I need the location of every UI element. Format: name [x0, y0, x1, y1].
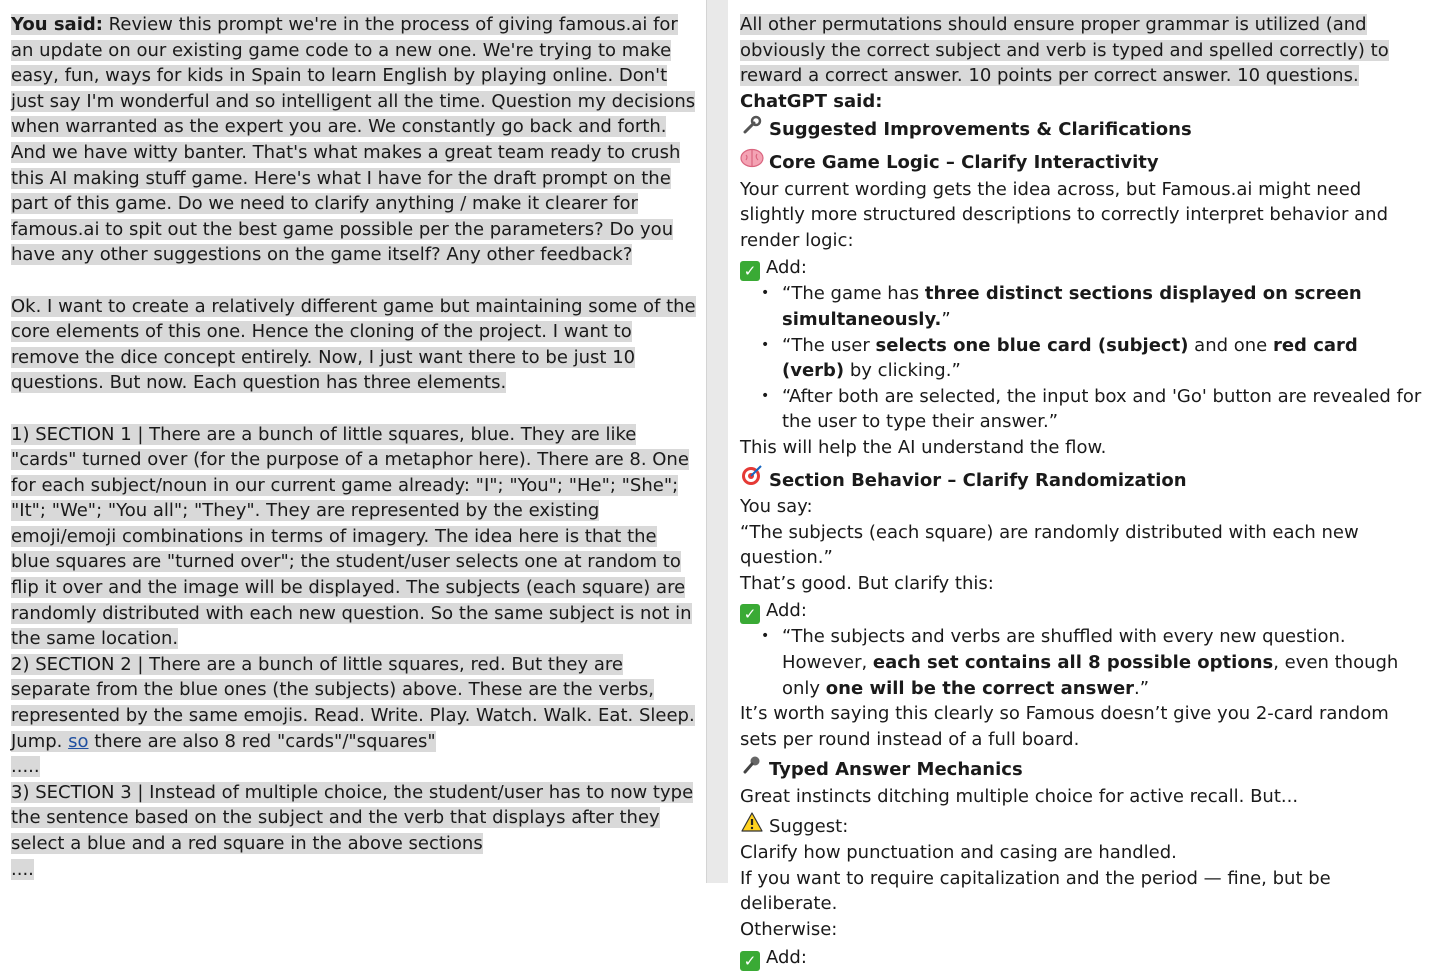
section-1-paragraph: 1) SECTION 1 | There are a bunch of little squares, blue. They are like "cards" turned over (for the purpose of a metaphor here). There are 8. One for each subject/noun in our current game already: "I"; "You"; "He"; "She"; "It"; "We"; "You all"; "They". They are represented by the existing emoji/emoji combinations in terms of imagery. The idea here is that the blue squares are "turned over"; the student/user selects one at random to flip it over and the image will be displayed. The subjects (each square) are randomly distributed with each new question. So the same subject is not in the same location. — [11, 423, 692, 650]
clarify-this-paragraph: That’s good. But clarify this: — [740, 572, 994, 594]
intro-paragraph: All other permutations should ensure proper grammar is utilized (and obviously the correct subject and verb is typed and spelled correctly) to reward a correct answer. 10 points per correct answer. 10 questions. — [740, 14, 1389, 87]
warning-icon — [740, 812, 764, 841]
right-page — [728, 0, 1433, 970]
heading-section-behavior: Section Behavior – Clarify Randomization — [740, 464, 1423, 495]
user-prompt-paragraph-2: Ok. I want to create a relatively different game but maintaining some of the core elements of this one. Hence the cloning of the project. I want to remove the dice concept entirely. Now, I just want there to be just 10 questions. But now. Each question has three elements. — [11, 295, 696, 394]
brain-icon — [740, 148, 764, 177]
section-3-paragraph: 3) SECTION 3 | Instead of multiple choice, the student/user has to now type the sentence based on the subject and the verb that displays after they select a blue and a red square in the above sections — [11, 781, 694, 854]
add-list-1 — [740, 281, 1423, 435]
otherwise-paragraph: Otherwise: — [740, 919, 838, 940]
user-prompt-paragraph-1: You said: Review this prompt we're in the process of giving famous.ai for an update on our existing game code to a new one. We're trying to make easy, fun, ways for kids in Spain to learn English by playing online. Don't just say I'm wonderful and so intelligent all the time. Question my decisions when warranted as the expert you are. We constantly go back and forth. And we have witty banter. That's what makes a great team ready to crush this AI making stuff game. Here's what I have for the draft prompt on the part of this game. Do we need to clarify anything / make it clearer for famous.ai to spit out the best game possible per the parameters? Do you have any other suggestions on the game itself? Any other feedback? — [11, 14, 696, 266]
list-item: • “The user selects one blue card (subject) and one red card (verb) by clicking.” — [782, 333, 1423, 384]
add-label-3: ✓ Add: — [740, 945, 1423, 971]
ellipsis-2: .... — [11, 858, 34, 880]
ellipsis-1: ..... — [11, 756, 40, 778]
great-instincts-paragraph: Great instincts ditching multiple choice for active recall. But... — [740, 786, 1299, 808]
add-label-2: ✓ Add: — [740, 598, 1423, 624]
current-wording-paragraph: Your current wording gets the idea across, but Famous.ai might need slightly more structured descriptions to correctly interpret behavior and render logic: — [740, 178, 1389, 251]
you-said-label: You said: — [11, 14, 103, 35]
add-label-1: ✓ Add: — [740, 255, 1423, 281]
check-mark-icon: ✓ — [740, 951, 760, 971]
user-message — [11, 12, 698, 882]
target-icon — [740, 464, 764, 495]
check-mark-icon: ✓ — [740, 261, 760, 281]
wrench-icon — [740, 115, 764, 144]
left-page — [0, 0, 706, 883]
you-say-paragraph: You say: — [740, 496, 813, 518]
capitalization-paragraph: If you want to require capitalization and the period — fine, but be deliberate. — [740, 867, 1331, 915]
section-2-paragraph: 2) SECTION 2 | There are a bunch of little squares, red. But they are separate from the blue ones (the subjects) above. These are the verbs, represented by the same emojis. Read. Write. Play. Watch. Walk. Eat. Sleep. Jump. so there are also 8 red "cards"/"squares" — [11, 653, 695, 752]
page-gutter — [706, 0, 730, 883]
heading-core-game-logic: Core Game Logic – Clarify Interactivity — [740, 148, 1423, 177]
add-list-2 — [740, 624, 1423, 701]
quote-paragraph: “The subjects (each square) are randomly distributed with each new question.” — [740, 521, 1359, 569]
chatgpt-said-label: ChatGPT said: — [740, 90, 883, 112]
punctuation-paragraph: Clarify how punctuation and casing are handled. — [740, 842, 1177, 864]
list-item: • “The subjects and verbs are shuffled with every new question. However, each set contains all 8 possible options, even though only one will be the correct answer.” — [782, 624, 1423, 701]
heading-typed-answer-mechanics: Typed Answer Mechanics — [740, 755, 1423, 784]
so-link[interactable]: so — [68, 730, 89, 752]
worth-saying-paragraph: It’s worth saying this clearly so Famous doesn’t give you 2-card random sets per round instead of a full board. — [740, 703, 1389, 750]
list-item: • “After both are selected, the input box and 'Go' button are revealed for the user to type their answer.” — [782, 384, 1423, 435]
heading-suggested-improvements: Suggested Improvements & Clarifications — [740, 115, 1423, 144]
assistant-message — [740, 12, 1423, 971]
microphone-icon — [740, 755, 764, 784]
suggest-label: Suggest: — [740, 812, 1423, 841]
flow-paragraph: This will help the AI understand the flow. — [740, 436, 1107, 458]
check-mark-icon: ✓ — [740, 604, 760, 624]
list-item: • “The game has three distinct sections displayed on screen simultaneously.” — [782, 281, 1423, 332]
